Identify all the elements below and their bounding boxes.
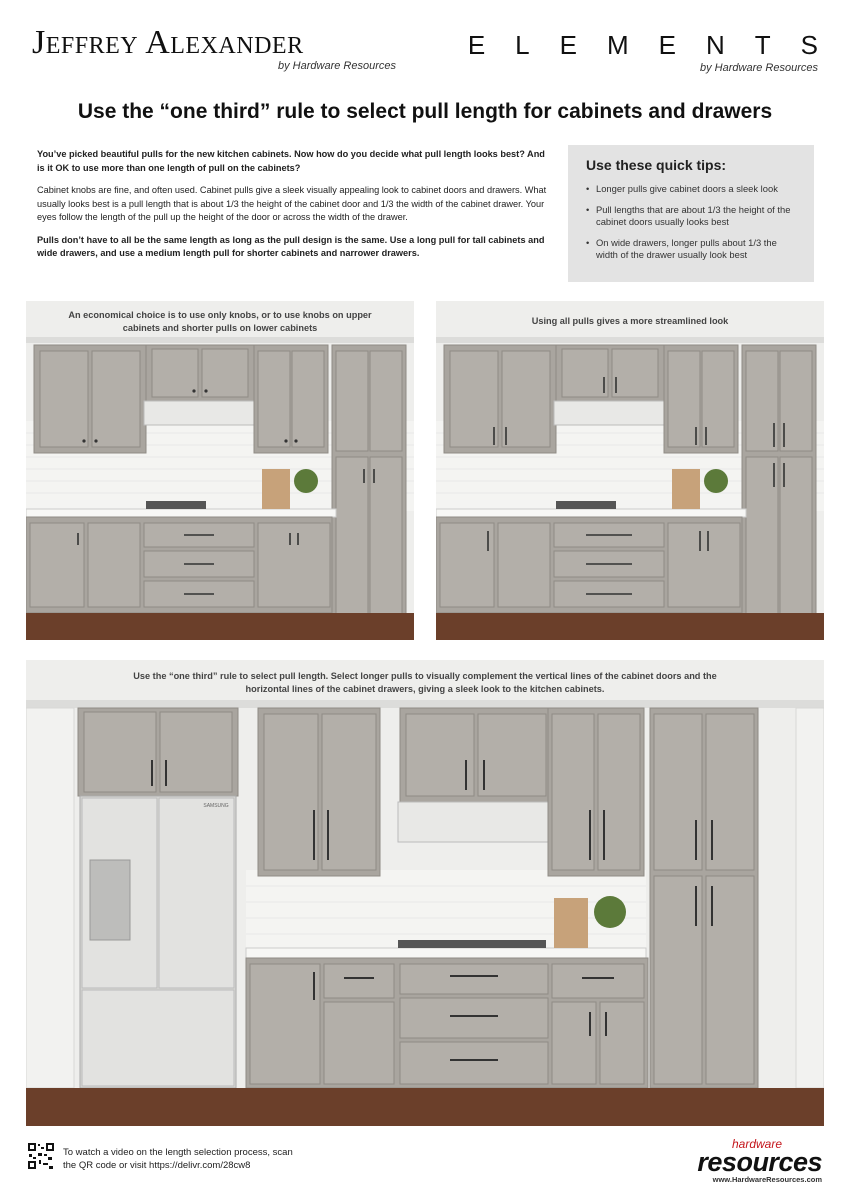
intro-text xyxy=(37,148,547,270)
logo-hardware-word: hardware xyxy=(731,1137,782,1151)
logo-resources-word: resources xyxy=(697,1147,822,1177)
footer-video-text: To watch a video on the length selection process, scan the QR code or visit https://delivr.com/28cw8 xyxy=(63,1147,293,1171)
photo-right-caption: Using all pulls gives a more streamlined look xyxy=(531,316,729,326)
page-title: Use the “one third” rule to select pull length for cabinets and drawers xyxy=(77,100,773,123)
kitchen-illustration-full xyxy=(26,660,824,1126)
quick-tips-list xyxy=(586,183,796,262)
photo-left-caption: An economical choice is to use only knobs, or to use knobs on upper cabinets and shorter pulls on lower cabinets xyxy=(68,310,372,333)
logo-website-url[interactable]: www.HardwareResources.com xyxy=(712,1175,822,1184)
intro-paragraph-3: Pulls don’t have to all be the same length as long as the pull design is the same. Use a long pull for tall cabinets and wide drawers, and use a medium length pull for shorter cabinets and narrower drawers. xyxy=(37,234,545,258)
brand-left-name: Jeffrey Alexander xyxy=(32,24,304,61)
fridge-brand-label: SAMSUNG xyxy=(203,803,229,809)
brand-left-sub: by Hardware Resources xyxy=(278,60,396,72)
brand-right-sub: by Hardware Resources xyxy=(700,62,818,74)
quick-tips-title: Use these quick tips: xyxy=(586,157,727,173)
tip-item: • Longer pulls give cabinet doors a sleek look xyxy=(586,183,796,196)
kitchen-photo-pulls xyxy=(436,301,824,640)
elements-logo xyxy=(448,30,848,74)
intro-paragraph-2: Cabinet knobs are fine, and often used. Cabinet pulls give a sleek visually appealing look to cabinet doors and drawers. What usually looks best is a pull length that is about 1/3 the height of the cabinet door and 1/3 the width of the cabinet drawer. Your eyes follow the length of the pull up the height of the door or across the width of the drawer. xyxy=(37,185,547,222)
kitchen-photo-full xyxy=(26,660,824,1126)
kitchen-illustration-pulls xyxy=(436,301,824,640)
tip-item: • On wide drawers, longer pulls about 1/3 the width of the drawer usually look best xyxy=(586,237,796,262)
kitchen-illustration-knobs xyxy=(26,301,414,640)
photo-bottom-caption: Use the “one third” rule to select pull length. Select longer pulls to visually complement the vertical lines of the cabinet doors and the horizontal lines of the cabinet drawers, giving a sleek look to the kitchen cabinets. xyxy=(133,671,717,694)
intro-paragraph-1: You’ve picked beautiful pulls for the new kitchen cabinets. Now how do you decide what pull length looks best? And is it OK to use more than one length of pull on the cabinets? xyxy=(37,149,545,173)
brand-right-name: ELEMENTS xyxy=(467,30,848,60)
kitchen-photo-knobs xyxy=(26,301,414,640)
qr-code-icon[interactable] xyxy=(27,1142,55,1170)
quick-tips-box xyxy=(568,145,814,282)
jeffrey-alexander-logo xyxy=(32,24,402,72)
hardware-resources-logo xyxy=(697,1138,822,1184)
tip-item: • Pull lengths that are about 1/3 the height of the cabinet doors usually looks best xyxy=(586,204,796,229)
